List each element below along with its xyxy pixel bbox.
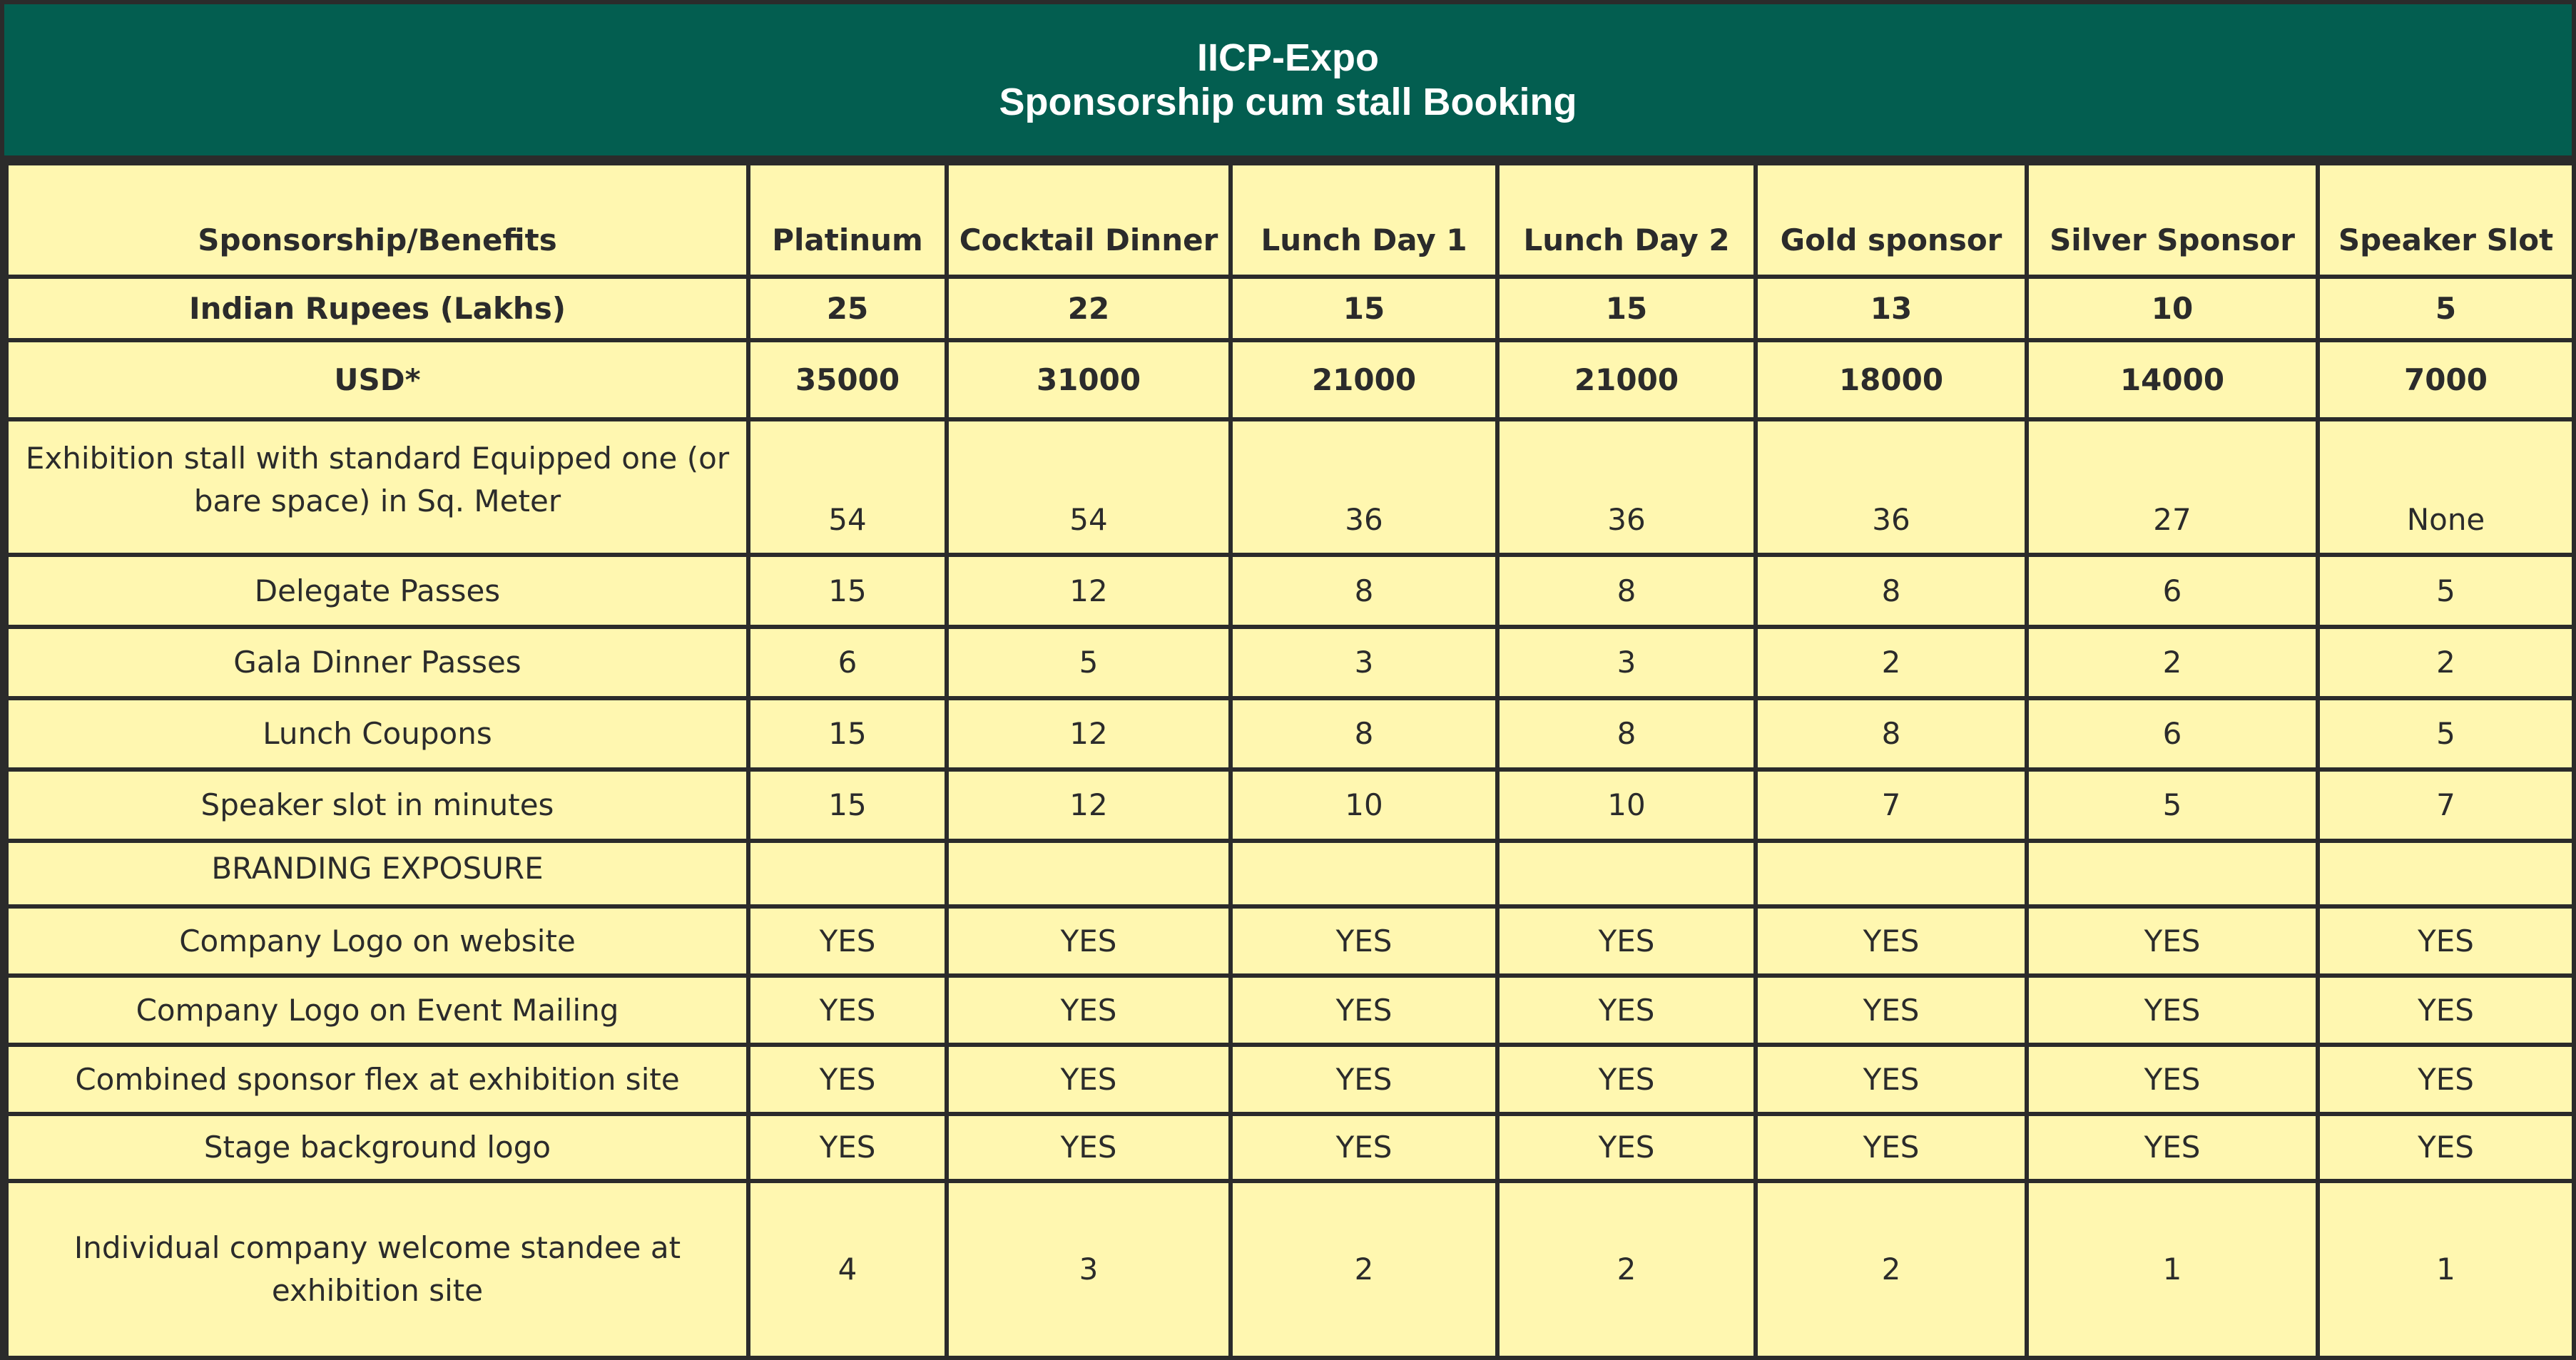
table-cell: 54 (748, 419, 947, 555)
table-cell: 2 (1231, 1181, 1497, 1358)
section-header-row (6, 841, 2574, 906)
table-cell: 3 (1231, 627, 1497, 698)
table-row (6, 555, 2574, 627)
table-row (6, 976, 2574, 1045)
row-label: Company Logo on Event Mailing (6, 976, 748, 1045)
table-cell (748, 841, 947, 906)
table-cell: YES (748, 976, 947, 1045)
table-row (6, 627, 2574, 698)
row-label: Speaker slot in minutes (6, 770, 748, 841)
table-cell: YES (1231, 906, 1497, 976)
header-cell: Lunch Day 2 (1497, 163, 1756, 277)
banner-title: IICP-Expo (1196, 36, 1380, 79)
table-cell: YES (748, 1045, 947, 1114)
table-cell: YES (947, 1045, 1231, 1114)
table-cell: 12 (947, 555, 1231, 627)
table-cell: YES (1231, 1045, 1497, 1114)
table-row (6, 1045, 2574, 1114)
table-cell: 54 (947, 419, 1231, 555)
table-cell: 7 (2318, 770, 2574, 841)
table-cell: 3 (1497, 627, 1756, 698)
table-cell: 2 (1756, 1181, 2027, 1358)
table-cell: 6 (2027, 698, 2318, 770)
table-row (6, 770, 2574, 841)
row-label: Exhibition stall with standard Equipped one (or bare space) in Sq. Meter (6, 419, 748, 555)
table-cell (1231, 841, 1497, 906)
table-cell: 12 (947, 698, 1231, 770)
banner-subtitle: Sponsorship cum stall Booking (999, 81, 1577, 123)
table-cell: YES (2027, 1114, 2318, 1181)
table-cell: YES (1497, 1045, 1756, 1114)
table-cell: None (2318, 419, 2574, 555)
table-row (6, 340, 2574, 419)
table-row (6, 1181, 2574, 1358)
table-cell: YES (1756, 976, 2027, 1045)
header-cell: Cocktail Dinner (947, 163, 1231, 277)
table-cell: 5 (2027, 770, 2318, 841)
row-label: Lunch Coupons (6, 698, 748, 770)
table-cell: YES (2027, 1045, 2318, 1114)
table-cell: 8 (1497, 555, 1756, 627)
table-cell: 5 (2318, 555, 2574, 627)
table-cell: 36 (1497, 419, 1756, 555)
table-cell: 35000 (748, 340, 947, 419)
table-cell: 3 (947, 1181, 1231, 1358)
table-cell: YES (2318, 976, 2574, 1045)
table-cell: YES (1231, 976, 1497, 1045)
table-cell: 8 (1231, 698, 1497, 770)
table-cell: 2 (1756, 627, 2027, 698)
row-label: Delegate Passes (6, 555, 748, 627)
table-cell: YES (748, 1114, 947, 1181)
table-cell (2027, 841, 2318, 906)
table-cell: YES (2027, 906, 2318, 976)
table-cell: 36 (1231, 419, 1497, 555)
table-cell: 10 (2027, 277, 2318, 340)
table-cell: YES (1497, 976, 1756, 1045)
header-cell: Platinum (748, 163, 947, 277)
table-header-row (6, 163, 2574, 277)
table-cell: 7000 (2318, 340, 2574, 419)
table-cell (947, 841, 1231, 906)
table-row (6, 277, 2574, 340)
table-cell: 18000 (1756, 340, 2027, 419)
table-cell: 4 (748, 1181, 947, 1358)
table-cell: YES (1497, 906, 1756, 976)
header-cell: Gold sponsor (1756, 163, 2027, 277)
header-cell: Lunch Day 1 (1231, 163, 1497, 277)
row-label: USD* (6, 340, 748, 419)
row-label: Combined sponsor flex at exhibition site (6, 1045, 748, 1114)
table-cell: 2 (1497, 1181, 1756, 1358)
row-label: Gala Dinner Passes (6, 627, 748, 698)
table-cell: 8 (1756, 698, 2027, 770)
header-cell: Sponsorship/Benefits (6, 163, 748, 277)
table-cell: YES (2318, 1045, 2574, 1114)
table-cell: 8 (1497, 698, 1756, 770)
table-cell: 15 (748, 555, 947, 627)
table-cell: YES (748, 906, 947, 976)
table-cell: 8 (1756, 555, 2027, 627)
table-cell: 15 (1497, 277, 1756, 340)
table-cell: 21000 (1497, 340, 1756, 419)
table-cell: YES (2318, 906, 2574, 976)
table-cell: 2 (2318, 627, 2574, 698)
table-cell: YES (1756, 906, 2027, 976)
row-label: Stage background logo (6, 1114, 748, 1181)
table-cell: 25 (748, 277, 947, 340)
table-cell: 8 (1231, 555, 1497, 627)
table-cell (1497, 841, 1756, 906)
table-cell: YES (947, 976, 1231, 1045)
sponsorship-table (4, 161, 2576, 1360)
table-cell: 10 (1497, 770, 1756, 841)
table-cell: YES (2027, 976, 2318, 1045)
table-cell: 1 (2027, 1181, 2318, 1358)
title-banner (4, 4, 2572, 161)
row-label: Indian Rupees (Lakhs) (6, 277, 748, 340)
table-cell: YES (1231, 1114, 1497, 1181)
table-cell: 27 (2027, 419, 2318, 555)
table-cell: 7 (1756, 770, 2027, 841)
table-cell (1756, 841, 2027, 906)
table-cell: 10 (1231, 770, 1497, 841)
table-row (6, 906, 2574, 976)
table-cell: YES (1756, 1114, 2027, 1181)
table-cell: 31000 (947, 340, 1231, 419)
table-cell: 6 (748, 627, 947, 698)
table-cell: YES (947, 906, 1231, 976)
table-cell: 22 (947, 277, 1231, 340)
header-cell: Silver Sponsor (2027, 163, 2318, 277)
table-cell: 1 (2318, 1181, 2574, 1358)
header-cell: Speaker Slot (2318, 163, 2574, 277)
table-cell: 21000 (1231, 340, 1497, 419)
table-row (6, 419, 2574, 555)
table-cell: 2 (2027, 627, 2318, 698)
table-cell: YES (2318, 1114, 2574, 1181)
row-label: Company Logo on website (6, 906, 748, 976)
table-cell: 15 (748, 698, 947, 770)
table-cell: 6 (2027, 555, 2318, 627)
table-cell (2318, 841, 2574, 906)
table-cell: YES (947, 1114, 1231, 1181)
table-row (6, 698, 2574, 770)
table-cell: 13 (1756, 277, 2027, 340)
table-cell: 14000 (2027, 340, 2318, 419)
table-cell: 5 (2318, 698, 2574, 770)
table-cell: 5 (947, 627, 1231, 698)
table-cell: 5 (2318, 277, 2574, 340)
table-cell: 15 (748, 770, 947, 841)
table-cell: YES (1756, 1045, 2027, 1114)
section-label: BRANDING EXPOSURE (6, 841, 748, 906)
table-cell: 15 (1231, 277, 1497, 340)
table-cell: 12 (947, 770, 1231, 841)
row-label: Individual company welcome standee at exhibition site (6, 1181, 748, 1358)
table-row (6, 1114, 2574, 1181)
table-cell: YES (1497, 1114, 1756, 1181)
table-cell: 36 (1756, 419, 2027, 555)
